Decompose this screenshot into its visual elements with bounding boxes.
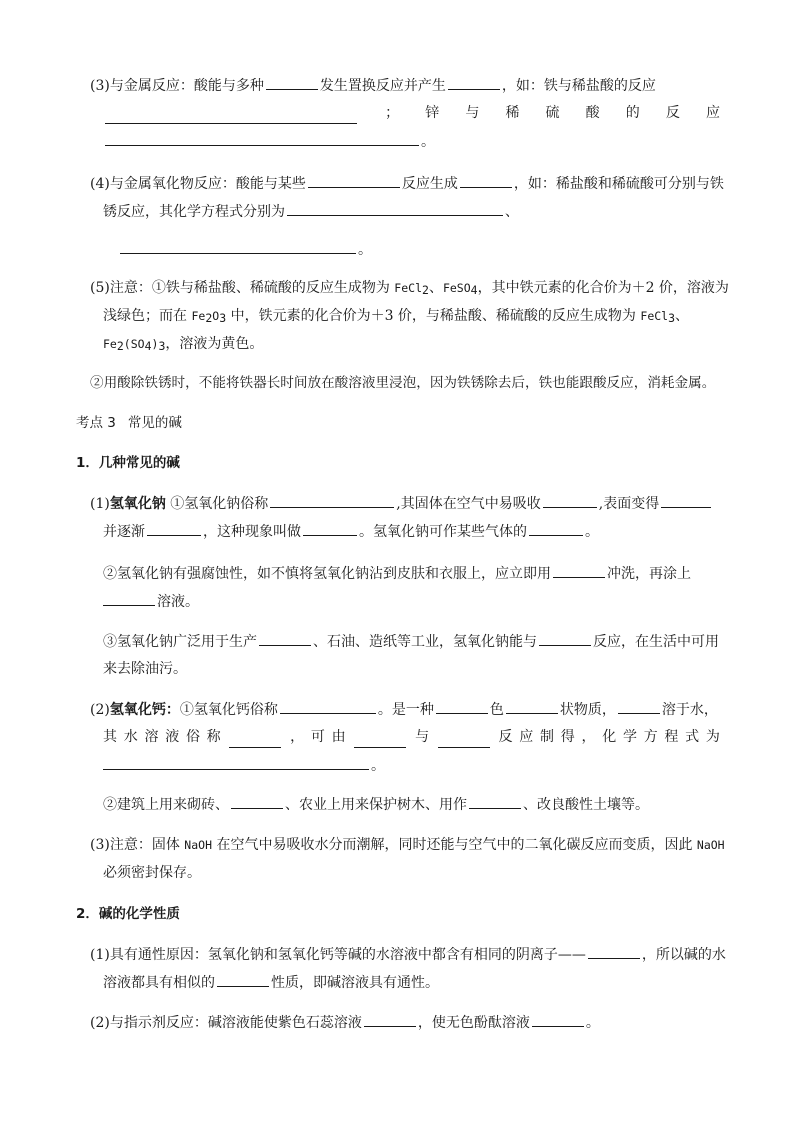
p5-line-3: $Fe_2(SO_4)_3$，溶液为黄色。 [103, 336, 264, 353]
note3-line-2: 必须密封保存。 [103, 865, 201, 881]
naoh-line-5: ③氢氧化钠广泛用于生产 、石油、造纸等工业，氢氧化钠能与 反应，在生活中可用 [103, 630, 720, 652]
blank[interactable] [280, 698, 376, 714]
p4-line-2: 锈反应，其化学方程式分别为 、 [103, 200, 720, 222]
blank[interactable] [354, 732, 406, 748]
naoh-line-2: 并逐渐 ，这种现象叫做 。氢氧化钠可作某些气体的 。 [103, 520, 720, 542]
blank[interactable] [103, 754, 369, 770]
blank[interactable] [539, 630, 591, 646]
p3-line-1: (3)与金属反应：酸能与多种 发生置换反应并产生 ，如：铁与稀盐酸的反应 [90, 74, 720, 96]
naoh-line-3: ②氢氧化钠有强腐蚀性，如不慎将氢氧化钠沾到皮肤和衣服上，应立即用 冲洗，再涂上 [103, 562, 720, 584]
note3-line-1: (3)注意：固体 NaOH 在空气中易吸收水分而潮解，同时还能与空气中的二氧化碳反应而变质，因此 NaOH [90, 837, 725, 853]
blank[interactable] [438, 732, 490, 748]
blank[interactable] [529, 520, 583, 536]
base1-line-2: 溶液都具有相似的 性质，即碱溶液具有通性。 [103, 971, 720, 993]
blank[interactable] [266, 74, 318, 90]
blank[interactable] [460, 172, 512, 188]
blank[interactable] [661, 492, 711, 508]
blank[interactable] [105, 108, 357, 124]
naoh-line-4: 溶液。 [103, 590, 720, 612]
naoh-line-1: (1)氢氧化钠 ①氢氧化钠俗称 ,其固体在空气中易吸收 ,表面变得 [90, 492, 720, 514]
caoh-line-1: (2)氢氧化钙：①氢氧化钙俗称 。是一种 色 状物质， 溶于水， [90, 698, 720, 720]
caoh-line-2: 其 水 溶 液 俗 称 ， 可 由 与 反 应 制 得 ， 化 学 方 程 式 为 [103, 726, 720, 748]
blank[interactable] [543, 492, 597, 508]
blank[interactable] [308, 172, 400, 188]
base2-line-1: (2)与指示剂反应：碱溶液能使紫色石蕊溶液 ，使无色酚酞溶液 。 [90, 1011, 720, 1033]
section-heading-kp3: 考点 3 常见的碱 [76, 415, 182, 431]
caoh-line-3: 。 [103, 754, 720, 776]
p3-line-2: ； 锌 与 稀 硫 酸 的 反 应 [103, 102, 720, 124]
p5-line-1: (5)注意：①铁与稀盐酸、稀硫酸的反应生成物为 FeCl$_2$、FeSO$_4$，其中铁元素的化合价为＋2 价，溶液为 [90, 280, 729, 297]
blank[interactable] [506, 698, 558, 714]
blank[interactable] [259, 630, 311, 646]
blank[interactable] [120, 238, 356, 254]
p3-line-3: 。 [103, 130, 720, 152]
blank[interactable] [229, 732, 281, 748]
blank[interactable] [469, 793, 521, 809]
caoh-line-4: ②建筑上用来砌砖、 、农业上用来保护树木、用作 、改良酸性土壤等。 [103, 793, 720, 815]
blank[interactable] [436, 698, 488, 714]
blank[interactable] [532, 1011, 584, 1027]
p4-line-3: 。 [118, 238, 720, 260]
section-heading-1: 1．几种常见的碱 [76, 455, 180, 471]
p4-line-1: (4)与金属氧化物反应：酸能与某些 反应生成 ，如：稀盐酸和稀硫酸可分别与铁 [90, 172, 720, 194]
p5-line-2: 浅绿色；而在 $Fe_2O_3$ 中，铁元素的化合价为＋3 价，与稀盐酸、稀硫酸的反应生成物为 FeCl$_3$、 [103, 308, 690, 325]
blank[interactable] [147, 520, 201, 536]
blank[interactable] [287, 200, 503, 216]
naoh-line-6: 来去除油污。 [103, 661, 187, 677]
blank[interactable] [231, 793, 283, 809]
blank[interactable] [103, 590, 155, 606]
blank[interactable] [105, 130, 419, 146]
section-heading-2: 2．碱的化学性质 [76, 906, 180, 922]
p5-line-4: ②用酸除铁锈时，不能将铁器长时间放在酸溶液里浸泡，因为铁锈除去后，铁也能跟酸反应，消耗金属。 [90, 375, 716, 391]
blank[interactable] [618, 698, 660, 714]
blank[interactable] [588, 943, 640, 959]
blank[interactable] [364, 1011, 416, 1027]
blank[interactable] [553, 562, 605, 578]
base1-line-1: (1)具有通性原因：氢氧化钠和氢氧化钙等碱的水溶液中都含有相同的阴离子—— ，所以碱的水 [90, 943, 720, 965]
blank[interactable] [303, 520, 357, 536]
blank[interactable] [217, 971, 269, 987]
blank[interactable] [270, 492, 394, 508]
blank[interactable] [448, 74, 500, 90]
